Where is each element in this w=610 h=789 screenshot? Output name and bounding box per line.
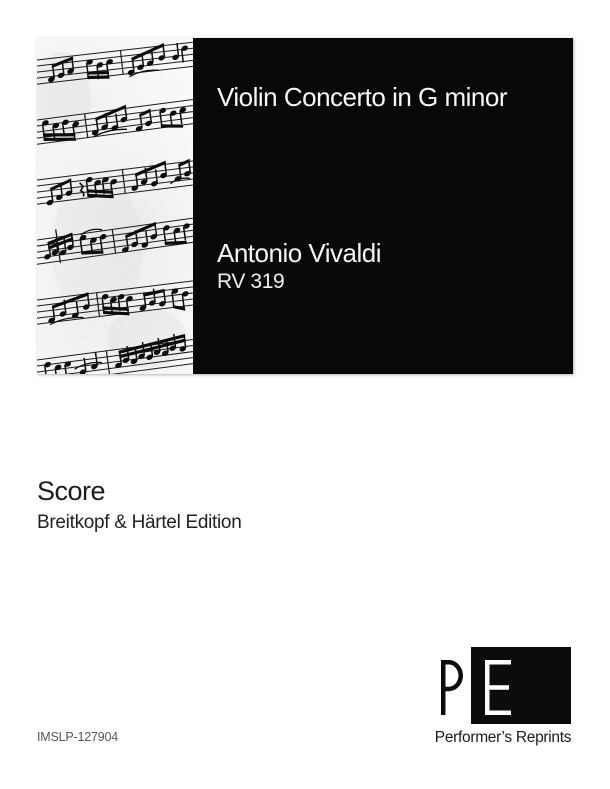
- manuscript-notation-icon: [37, 38, 193, 374]
- format-label: Score: [37, 476, 106, 506]
- catalog-number: RV 319: [217, 270, 285, 293]
- pe-logo-icon: [433, 645, 573, 727]
- title-panel: [193, 38, 573, 374]
- title-banner: [37, 38, 573, 374]
- publisher-name: Performer’s Reprints: [434, 729, 572, 746]
- edition-label: Breitkopf & Härtel Edition: [37, 512, 242, 533]
- work-title: Violin Concerto in G minor: [217, 82, 507, 112]
- pe-logo: [433, 645, 573, 727]
- composer-name: Antonio Vivaldi: [217, 238, 382, 268]
- manuscript-score-image: [37, 38, 193, 374]
- imslp-id: IMSLP-127904: [37, 730, 118, 744]
